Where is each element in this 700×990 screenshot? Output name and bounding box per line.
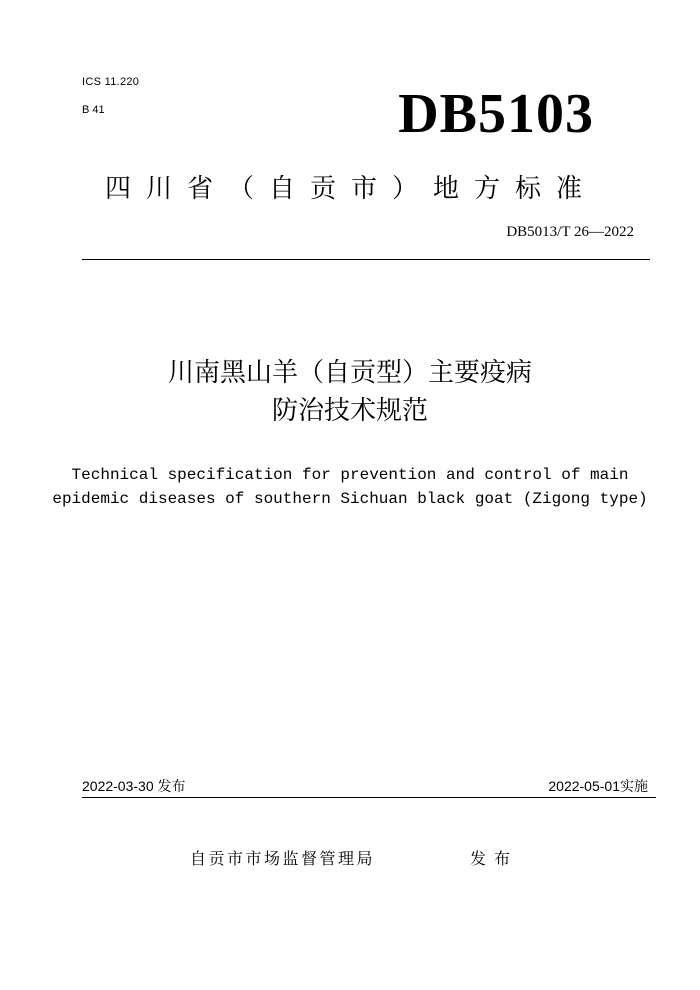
- implementation-date: 2022-05-01实施: [548, 778, 648, 794]
- title-english: [0, 463, 700, 511]
- title-english-line-2: epidemic diseases of southern Sichuan black goat (Zigong type): [52, 490, 648, 508]
- title-english-line-1: Technical specification for prevention and control of main: [71, 466, 629, 484]
- issue-date: 2022-03-30 发布: [82, 778, 186, 794]
- issue-word: 发布: [470, 849, 519, 868]
- db-mark: DB5103: [398, 83, 594, 145]
- standard-type: 四川省（自贡市）地方标准: [104, 174, 597, 204]
- ics-code: ICS 11.220: [82, 76, 140, 88]
- ccs-code: B 41: [82, 104, 105, 116]
- title-chinese-line-2: 防治技术规范: [271, 396, 428, 426]
- standard-number: DB5013/T 26—2022: [506, 224, 634, 240]
- issuing-authority: 自贡市市场监督管理局: [190, 849, 376, 868]
- top-divider: [82, 259, 650, 260]
- title-chinese: [0, 354, 700, 430]
- title-chinese-line-1: 川南黑山羊（自贡型）主要疫病: [167, 358, 532, 388]
- bottom-divider: [82, 797, 656, 798]
